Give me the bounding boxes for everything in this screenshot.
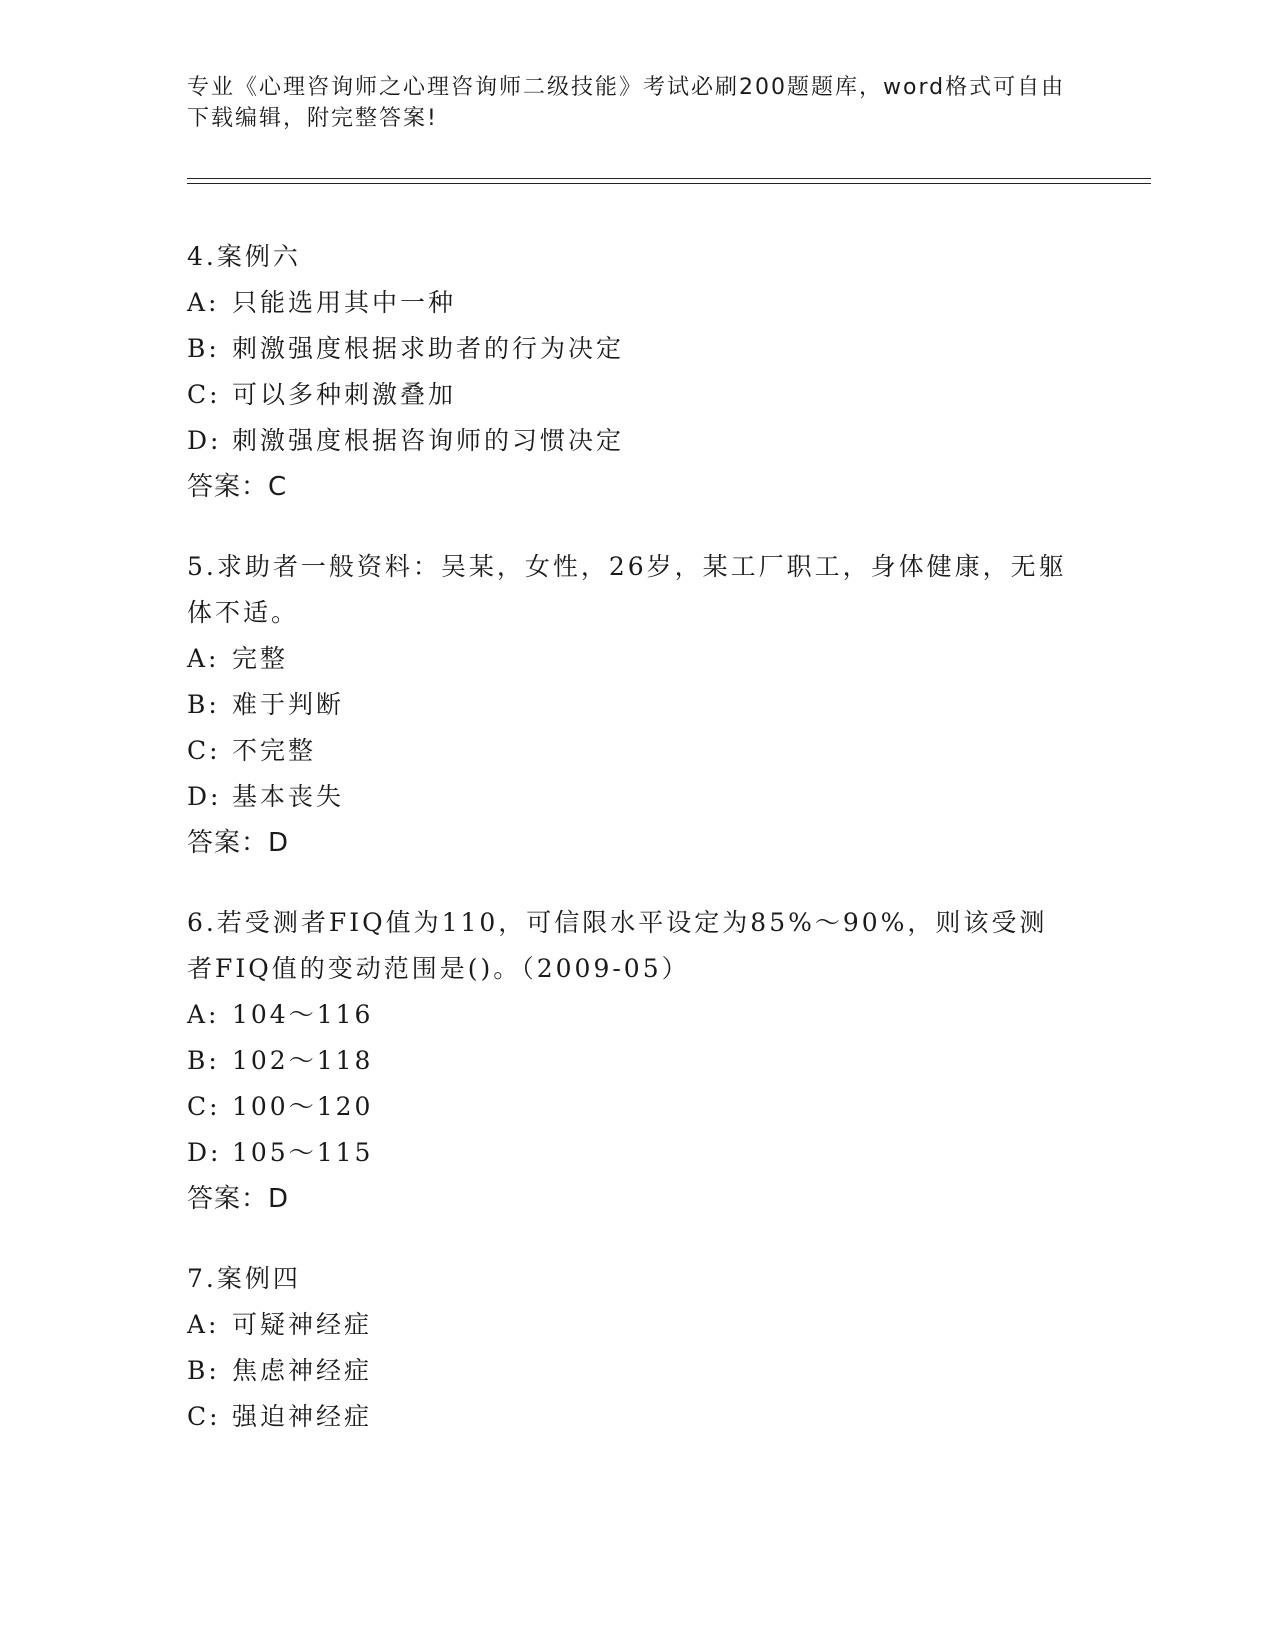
option-text: 难于判断 bbox=[232, 690, 345, 719]
question-title: 6.若受测者FIQ值为110，可信限水平设定为85%～90%，则该受测者FIQ值的变动范围是()。（2009-05） bbox=[187, 908, 1048, 983]
option-a bbox=[187, 636, 1067, 682]
option-letter: C: bbox=[187, 380, 221, 409]
option-text: 可疑神经症 bbox=[232, 1310, 373, 1339]
option-text: 可以多种刺激叠加 bbox=[232, 380, 457, 409]
option-letter: B: bbox=[187, 1046, 220, 1075]
option-text: 104～116 bbox=[232, 1000, 374, 1029]
option-letter: A: bbox=[187, 644, 220, 673]
question-title: 5.求助者一般资料：吴某，女性，26岁，某工厂职工，身体健康，无躯体不适。 bbox=[187, 552, 1067, 627]
option-b bbox=[187, 326, 1067, 372]
question-4 bbox=[187, 234, 1067, 510]
option-d bbox=[187, 774, 1067, 820]
option-b bbox=[187, 682, 1067, 728]
document-header: 专业《心理咨询师之心理咨询师二级技能》考试必刷200题题库，word格式可自由下载编辑，附完整答案! bbox=[187, 75, 1066, 131]
option-letter: A: bbox=[187, 1000, 220, 1029]
question-list bbox=[187, 234, 1067, 1474]
question-5 bbox=[187, 544, 1067, 866]
option-letter: C: bbox=[187, 1092, 221, 1121]
answer-line: 答案：C bbox=[187, 472, 288, 502]
option-letter: D: bbox=[187, 782, 222, 811]
option-c bbox=[187, 1084, 1067, 1130]
option-a bbox=[187, 1302, 1067, 1348]
option-letter: C: bbox=[187, 1402, 221, 1431]
answer-line: 答案：D bbox=[187, 1184, 290, 1214]
option-letter: C: bbox=[187, 736, 221, 765]
option-text: 不完整 bbox=[232, 736, 317, 765]
option-c bbox=[187, 372, 1067, 418]
header-divider-bottom bbox=[187, 183, 1151, 184]
option-text: 102～118 bbox=[232, 1046, 374, 1075]
option-d bbox=[187, 1130, 1067, 1176]
option-text: 105～115 bbox=[232, 1138, 374, 1167]
option-letter: B: bbox=[187, 690, 220, 719]
question-6 bbox=[187, 900, 1067, 1222]
option-text: 强迫神经症 bbox=[232, 1402, 373, 1431]
question-title: 7.案例四 bbox=[187, 1264, 301, 1293]
option-c bbox=[187, 1394, 1067, 1440]
option-c bbox=[187, 728, 1067, 774]
option-b bbox=[187, 1348, 1067, 1394]
option-a bbox=[187, 280, 1067, 326]
question-7 bbox=[187, 1256, 1067, 1440]
option-letter: A: bbox=[187, 1310, 220, 1339]
option-text: 基本丧失 bbox=[232, 782, 345, 811]
answer-line: 答案：D bbox=[187, 828, 290, 858]
option-d bbox=[187, 418, 1067, 464]
option-letter: A: bbox=[187, 288, 220, 317]
option-b bbox=[187, 1038, 1067, 1084]
option-letter: D: bbox=[187, 1138, 222, 1167]
option-text: 100～120 bbox=[232, 1092, 374, 1121]
option-letter: D: bbox=[187, 426, 222, 455]
option-a bbox=[187, 992, 1067, 1038]
option-letter: B: bbox=[187, 334, 220, 363]
option-text: 只能选用其中一种 bbox=[232, 288, 457, 317]
header-divider-top bbox=[187, 178, 1151, 179]
option-text: 完整 bbox=[232, 644, 289, 673]
option-letter: B: bbox=[187, 1356, 220, 1385]
option-text: 刺激强度根据咨询师的习惯决定 bbox=[232, 426, 625, 455]
question-title: 4.案例六 bbox=[187, 242, 301, 271]
option-text: 刺激强度根据求助者的行为决定 bbox=[232, 334, 625, 363]
option-text: 焦虑神经症 bbox=[232, 1356, 373, 1385]
